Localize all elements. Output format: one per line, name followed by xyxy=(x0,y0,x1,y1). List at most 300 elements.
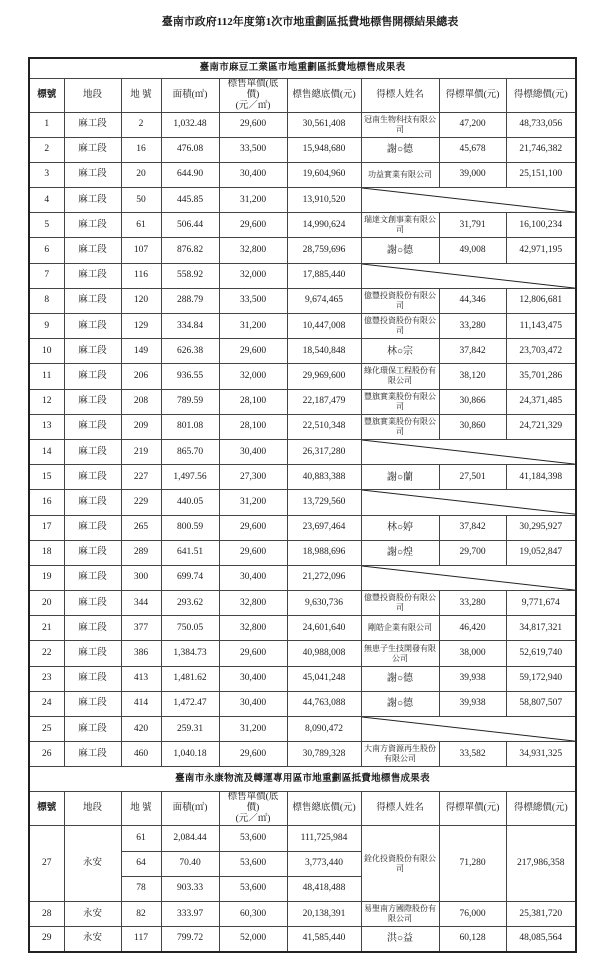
winning-total-price: 35,701,286 xyxy=(506,364,576,389)
unit-base-price: 53,600 xyxy=(219,851,287,876)
lot-number: 61 xyxy=(121,213,161,238)
slash-line xyxy=(362,717,576,741)
winning-bidder: 易聖南方國際股份有限公司 xyxy=(361,901,439,926)
winning-total-price: 34,931,325 xyxy=(506,742,576,767)
winning-bidder: 剛皓企業有限公司 xyxy=(361,616,439,641)
winning-bidder: 冠南生物科技有限公司 xyxy=(361,112,439,137)
winning-unit-price: 76,000 xyxy=(439,901,506,926)
land-section: 麻工段 xyxy=(64,339,121,364)
total-base-price: 22,187,479 xyxy=(287,389,361,414)
header-winning-unit-price: 得標單價(元) xyxy=(439,78,506,112)
section-title-row xyxy=(29,767,576,792)
lot-number: 50 xyxy=(121,188,161,213)
total-base-price: 18,540,848 xyxy=(287,339,361,364)
area: 1,497.56 xyxy=(161,465,219,490)
row-number: 12 xyxy=(29,389,64,414)
total-base-price: 13,910,520 xyxy=(287,188,361,213)
area: 903.33 xyxy=(161,876,219,901)
winning-total-price: 16,100,234 xyxy=(506,213,576,238)
row-number: 2 xyxy=(29,137,64,162)
winning-unit-price: 44,346 xyxy=(439,288,506,313)
unit-base-price: 32,800 xyxy=(219,591,287,616)
no-award-cell xyxy=(361,490,576,515)
total-base-price: 19,604,960 xyxy=(287,162,361,187)
row-number: 25 xyxy=(29,717,64,742)
lot-number: 117 xyxy=(121,927,161,952)
row-number: 5 xyxy=(29,213,64,238)
table-row xyxy=(29,616,576,641)
header-unit-base-price: 標售單價(底價) (元／㎡) xyxy=(219,792,287,826)
total-base-price: 30,789,328 xyxy=(287,742,361,767)
winning-total-price: 24,721,329 xyxy=(506,414,576,439)
winning-unit-price: 29,700 xyxy=(439,540,506,565)
table-row xyxy=(29,540,576,565)
unit-base-price: 32,800 xyxy=(219,616,287,641)
total-base-price: 14,990,624 xyxy=(287,213,361,238)
area: 699.74 xyxy=(161,565,219,590)
land-section: 麻工段 xyxy=(64,616,121,641)
land-section: 麻工段 xyxy=(64,565,121,590)
header-winning-bidder: 得標人姓名 xyxy=(361,78,439,112)
lot-number: 61 xyxy=(121,826,161,851)
area: 644.90 xyxy=(161,162,219,187)
header-row xyxy=(29,792,576,826)
table-row xyxy=(29,314,576,339)
winning-total-price: 11,143,475 xyxy=(506,314,576,339)
table-row xyxy=(29,112,576,137)
total-base-price: 40,988,008 xyxy=(287,641,361,666)
area: 750.05 xyxy=(161,616,219,641)
unit-base-price: 31,200 xyxy=(219,188,287,213)
lot-number: 289 xyxy=(121,540,161,565)
lot-number: 16 xyxy=(121,137,161,162)
land-section: 麻工段 xyxy=(64,188,121,213)
table-row xyxy=(29,641,576,666)
winning-unit-price: 45,678 xyxy=(439,137,506,162)
table-row xyxy=(29,515,576,540)
total-base-price: 20,138,391 xyxy=(287,901,361,926)
header-total-base-price: 標售總底價(元) xyxy=(287,792,361,826)
table-row xyxy=(29,137,576,162)
winning-total-price: 34,817,321 xyxy=(506,616,576,641)
table-row xyxy=(29,666,576,691)
land-section: 麻工段 xyxy=(64,238,121,263)
winning-unit-price: 39,938 xyxy=(439,691,506,716)
row-number: 21 xyxy=(29,616,64,641)
winning-bidder: 林○婷 xyxy=(361,515,439,540)
total-base-price: 10,447,008 xyxy=(287,314,361,339)
winning-bidder: 瑞達文創事業有限公司 xyxy=(361,213,439,238)
unit-base-price: 30,400 xyxy=(219,691,287,716)
row-number: 16 xyxy=(29,490,64,515)
row-number: 19 xyxy=(29,565,64,590)
area: 506.44 xyxy=(161,213,219,238)
land-section: 麻工段 xyxy=(64,112,121,137)
unit-base-price: 30,400 xyxy=(219,439,287,464)
lot-number: 78 xyxy=(121,876,161,901)
winning-unit-price: 39,000 xyxy=(439,162,506,187)
total-base-price: 26,317,280 xyxy=(287,439,361,464)
total-base-price: 17,885,440 xyxy=(287,263,361,288)
winning-bidder: 謝○德 xyxy=(361,691,439,716)
unit-base-price: 29,600 xyxy=(219,213,287,238)
slash-line xyxy=(362,566,576,590)
unit-base-price: 30,400 xyxy=(219,666,287,691)
row-number: 22 xyxy=(29,641,64,666)
table-row xyxy=(29,826,576,851)
winning-bidder: 謝○德 xyxy=(361,238,439,263)
no-award-cell xyxy=(361,188,576,213)
area: 476.08 xyxy=(161,137,219,162)
row-number: 26 xyxy=(29,742,64,767)
total-base-price: 13,729,560 xyxy=(287,490,361,515)
area: 789.59 xyxy=(161,389,219,414)
land-section: 麻工段 xyxy=(64,414,121,439)
row-number: 17 xyxy=(29,515,64,540)
row-number: 11 xyxy=(29,364,64,389)
area: 70.40 xyxy=(161,851,219,876)
winning-total-price: 30,295,927 xyxy=(506,515,576,540)
row-number: 9 xyxy=(29,314,64,339)
header-land-section: 地段 xyxy=(64,78,121,112)
land-section: 麻工段 xyxy=(64,314,121,339)
winning-bidder: 無患子生技開發有限公司 xyxy=(361,641,439,666)
slash-line xyxy=(362,440,576,464)
area: 334.84 xyxy=(161,314,219,339)
unit-base-price: 32,800 xyxy=(219,238,287,263)
winning-total-price: 24,371,485 xyxy=(506,389,576,414)
lot-number: 420 xyxy=(121,717,161,742)
unit-base-price: 52,000 xyxy=(219,927,287,952)
table-row xyxy=(29,901,576,926)
area: 1,472.47 xyxy=(161,691,219,716)
total-base-price: 3,773,440 xyxy=(287,851,361,876)
total-base-price: 40,883,388 xyxy=(287,465,361,490)
land-section: 麻工段 xyxy=(64,263,121,288)
unit-base-price: 29,600 xyxy=(219,641,287,666)
winning-unit-price: 33,280 xyxy=(439,591,506,616)
winning-unit-price: 38,000 xyxy=(439,641,506,666)
lot-number: 460 xyxy=(121,742,161,767)
winning-bidder: 豐旗實業股份有限公司 xyxy=(361,389,439,414)
header-winning-bidder: 得標人姓名 xyxy=(361,792,439,826)
row-number: 24 xyxy=(29,691,64,716)
land-section: 麻工段 xyxy=(64,591,121,616)
unit-base-price: 30,400 xyxy=(219,162,287,187)
winning-unit-price: 33,280 xyxy=(439,314,506,339)
row-number: 18 xyxy=(29,540,64,565)
winning-unit-price: 39,938 xyxy=(439,666,506,691)
row-number: 20 xyxy=(29,591,64,616)
area: 288.79 xyxy=(161,288,219,313)
land-section: 麻工段 xyxy=(64,389,121,414)
winning-unit-price: 31,791 xyxy=(439,213,506,238)
unit-base-price: 30,400 xyxy=(219,565,287,590)
no-award-cell xyxy=(361,717,576,742)
winning-bidder: 謝○德 xyxy=(361,666,439,691)
winning-total-price: 41,184,398 xyxy=(506,465,576,490)
winning-unit-price: 49,008 xyxy=(439,238,506,263)
lot-number: 129 xyxy=(121,314,161,339)
unit-base-price: 60,300 xyxy=(219,901,287,926)
total-base-price: 22,510,348 xyxy=(287,414,361,439)
table-row xyxy=(29,364,576,389)
header-number: 標號 xyxy=(29,78,64,112)
winning-bidder: 林○宗 xyxy=(361,339,439,364)
total-base-price: 24,601,640 xyxy=(287,616,361,641)
lot-number: 300 xyxy=(121,565,161,590)
table-row xyxy=(29,465,576,490)
winning-total-price: 42,971,195 xyxy=(506,238,576,263)
land-section: 永安 xyxy=(64,901,121,926)
area: 445.85 xyxy=(161,188,219,213)
land-section: 麻工段 xyxy=(64,439,121,464)
table-row xyxy=(29,162,576,187)
table-row xyxy=(29,742,576,767)
table-row xyxy=(29,238,576,263)
winning-bidder: 謝○德 xyxy=(361,137,439,162)
section-title: 臺南市麻豆工業區市地重劃區抵費地標售成果表 xyxy=(29,58,576,78)
winning-unit-price: 37,842 xyxy=(439,339,506,364)
header-total-base-price: 標售總底價(元) xyxy=(287,78,361,112)
land-section: 永安 xyxy=(64,927,121,952)
unit-base-price: 31,200 xyxy=(219,490,287,515)
unit-base-price: 32,000 xyxy=(219,364,287,389)
winning-total-price: 23,703,472 xyxy=(506,339,576,364)
lot-number: 149 xyxy=(121,339,161,364)
winning-total-price: 217,986,358 xyxy=(506,826,576,902)
winning-unit-price: 71,280 xyxy=(439,826,506,902)
diagonal-slash xyxy=(362,717,576,741)
header-winning-total-price: 得標總價(元) xyxy=(506,792,576,826)
lot-number: 82 xyxy=(121,901,161,926)
land-section: 麻工段 xyxy=(64,742,121,767)
winning-bidder: 億豐投資股份有限公司 xyxy=(361,314,439,339)
area: 440.05 xyxy=(161,490,219,515)
row-number: 27 xyxy=(29,826,64,902)
row-number: 15 xyxy=(29,465,64,490)
header-winning-unit-price: 得標單價(元) xyxy=(439,792,506,826)
header-land-section: 地段 xyxy=(64,792,121,826)
unit-base-price: 53,600 xyxy=(219,826,287,851)
area: 333.97 xyxy=(161,901,219,926)
winning-unit-price: 30,866 xyxy=(439,389,506,414)
winning-total-price: 59,172,940 xyxy=(506,666,576,691)
slash-line xyxy=(362,490,576,514)
no-award-cell xyxy=(361,439,576,464)
area: 1,481.62 xyxy=(161,666,219,691)
area: 865.70 xyxy=(161,439,219,464)
land-section: 麻工段 xyxy=(64,162,121,187)
lot-number: 120 xyxy=(121,288,161,313)
unit-base-price: 33,500 xyxy=(219,137,287,162)
area: 1,384.73 xyxy=(161,641,219,666)
winning-bidder: 綠化環保工程股份有限公司 xyxy=(361,364,439,389)
lot-number: 227 xyxy=(121,465,161,490)
winning-bidder: 億豐投資股份有限公司 xyxy=(361,591,439,616)
lot-number: 20 xyxy=(121,162,161,187)
row-number: 8 xyxy=(29,288,64,313)
diagonal-slash xyxy=(362,490,576,514)
winning-total-price: 48,085,564 xyxy=(506,927,576,952)
unit-base-price: 33,500 xyxy=(219,288,287,313)
total-base-price: 23,697,464 xyxy=(287,515,361,540)
header-winning-total-price: 得標總價(元) xyxy=(506,78,576,112)
lot-number: 377 xyxy=(121,616,161,641)
unit-base-price: 28,100 xyxy=(219,414,287,439)
area: 259.31 xyxy=(161,717,219,742)
lot-number: 64 xyxy=(121,851,161,876)
winning-total-price: 9,771,674 xyxy=(506,591,576,616)
table-row xyxy=(29,717,576,742)
total-base-price: 18,988,696 xyxy=(287,540,361,565)
table-row xyxy=(29,263,576,288)
slash-line xyxy=(362,264,576,288)
row-number: 23 xyxy=(29,666,64,691)
total-base-price: 9,674,465 xyxy=(287,288,361,313)
table-row xyxy=(29,565,576,590)
table-row xyxy=(29,213,576,238)
header-number: 標號 xyxy=(29,792,64,826)
table-row xyxy=(29,389,576,414)
unit-base-price: 31,200 xyxy=(219,314,287,339)
area: 801.08 xyxy=(161,414,219,439)
lot-number: 344 xyxy=(121,591,161,616)
lot-number: 206 xyxy=(121,364,161,389)
lot-number: 209 xyxy=(121,414,161,439)
total-base-price: 30,561,408 xyxy=(287,112,361,137)
land-section: 麻工段 xyxy=(64,213,121,238)
land-section: 麻工段 xyxy=(64,540,121,565)
row-number: 13 xyxy=(29,414,64,439)
area: 293.62 xyxy=(161,591,219,616)
row-number: 3 xyxy=(29,162,64,187)
winning-bidder: 億豐投資股份有限公司 xyxy=(361,288,439,313)
row-number: 28 xyxy=(29,901,64,926)
no-award-cell xyxy=(361,565,576,590)
no-award-cell xyxy=(361,263,576,288)
winning-unit-price: 27,501 xyxy=(439,465,506,490)
land-section: 麻工段 xyxy=(64,717,121,742)
slash-line xyxy=(362,188,576,212)
document-title: 臺南市政府112年度第1次市地重劃區抵費地標售開標結果總表 xyxy=(161,16,459,28)
winning-total-price: 25,151,100 xyxy=(506,162,576,187)
area: 936.55 xyxy=(161,364,219,389)
winning-bidder: 豐旗實業股份有限公司 xyxy=(361,414,439,439)
diagonal-slash xyxy=(362,566,576,590)
total-base-price: 28,759,696 xyxy=(287,238,361,263)
winning-total-price: 19,052,847 xyxy=(506,540,576,565)
area: 558.92 xyxy=(161,263,219,288)
unit-base-price: 27,300 xyxy=(219,465,287,490)
land-section: 麻工段 xyxy=(64,666,121,691)
winning-unit-price: 60,128 xyxy=(439,927,506,952)
table-row xyxy=(29,188,576,213)
winning-total-price: 12,806,681 xyxy=(506,288,576,313)
table-row xyxy=(29,691,576,716)
row-number: 14 xyxy=(29,439,64,464)
diagonal-slash xyxy=(362,264,576,288)
section-title: 臺南市永康物流及轉運專用區市地重劃區抵費地標售成果表 xyxy=(29,767,576,792)
lot-number: 413 xyxy=(121,666,161,691)
area: 626.38 xyxy=(161,339,219,364)
unit-base-price: 29,600 xyxy=(219,515,287,540)
winning-total-price: 21,746,382 xyxy=(506,137,576,162)
unit-base-price: 29,600 xyxy=(219,742,287,767)
total-base-price: 111,725,984 xyxy=(287,826,361,851)
table-row xyxy=(29,490,576,515)
results-table xyxy=(28,57,577,953)
winning-unit-price: 30,860 xyxy=(439,414,506,439)
area: 1,040.18 xyxy=(161,742,219,767)
table-row xyxy=(29,591,576,616)
land-section: 麻工段 xyxy=(64,641,121,666)
winning-bidder: 功益實業有限公司 xyxy=(361,162,439,187)
area: 1,032.48 xyxy=(161,112,219,137)
header-lot-number: 地 號 xyxy=(121,78,161,112)
land-section: 麻工段 xyxy=(64,490,121,515)
table-row xyxy=(29,414,576,439)
unit-base-price: 31,200 xyxy=(219,717,287,742)
lot-number: 208 xyxy=(121,389,161,414)
land-section: 麻工段 xyxy=(64,288,121,313)
land-section: 麻工段 xyxy=(64,465,121,490)
land-section: 永安 xyxy=(64,826,121,902)
total-base-price: 15,948,680 xyxy=(287,137,361,162)
winning-bidder: 謝○煌 xyxy=(361,540,439,565)
unit-base-price: 53,600 xyxy=(219,876,287,901)
total-base-price: 41,585,440 xyxy=(287,927,361,952)
row-number: 7 xyxy=(29,263,64,288)
winning-total-price: 25,381,720 xyxy=(506,901,576,926)
lot-number: 2 xyxy=(121,112,161,137)
area: 799.72 xyxy=(161,927,219,952)
diagonal-slash xyxy=(362,440,576,464)
lot-number: 107 xyxy=(121,238,161,263)
table-row xyxy=(29,927,576,952)
winning-bidder: 銓化投資股份有限公司 xyxy=(361,826,439,902)
winning-total-price: 58,807,507 xyxy=(506,691,576,716)
land-section: 麻工段 xyxy=(64,691,121,716)
winning-unit-price: 38,120 xyxy=(439,364,506,389)
total-base-price: 8,090,472 xyxy=(287,717,361,742)
results-table-body xyxy=(29,58,576,952)
row-number: 29 xyxy=(29,927,64,952)
table-row xyxy=(29,339,576,364)
winning-bidder: 大南方資源再生股份有限公司 xyxy=(361,742,439,767)
total-base-price: 29,969,600 xyxy=(287,364,361,389)
land-section: 麻工段 xyxy=(64,137,121,162)
winning-total-price: 52,619,740 xyxy=(506,641,576,666)
area: 800.59 xyxy=(161,515,219,540)
row-number: 6 xyxy=(29,238,64,263)
total-base-price: 9,630,736 xyxy=(287,591,361,616)
land-section: 麻工段 xyxy=(64,364,121,389)
row-number: 10 xyxy=(29,339,64,364)
header-area: 面積(㎡) xyxy=(161,792,219,826)
total-base-price: 48,418,488 xyxy=(287,876,361,901)
table-row xyxy=(29,439,576,464)
section-title-row xyxy=(29,58,576,78)
winning-unit-price: 33,582 xyxy=(439,742,506,767)
total-base-price: 21,272,096 xyxy=(287,565,361,590)
header-area: 面積(㎡) xyxy=(161,78,219,112)
winning-total-price: 48,733,056 xyxy=(506,112,576,137)
unit-base-price: 29,600 xyxy=(219,112,287,137)
winning-bidder: 謝○蘭 xyxy=(361,465,439,490)
area: 2,084.44 xyxy=(161,826,219,851)
winning-unit-price: 46,420 xyxy=(439,616,506,641)
